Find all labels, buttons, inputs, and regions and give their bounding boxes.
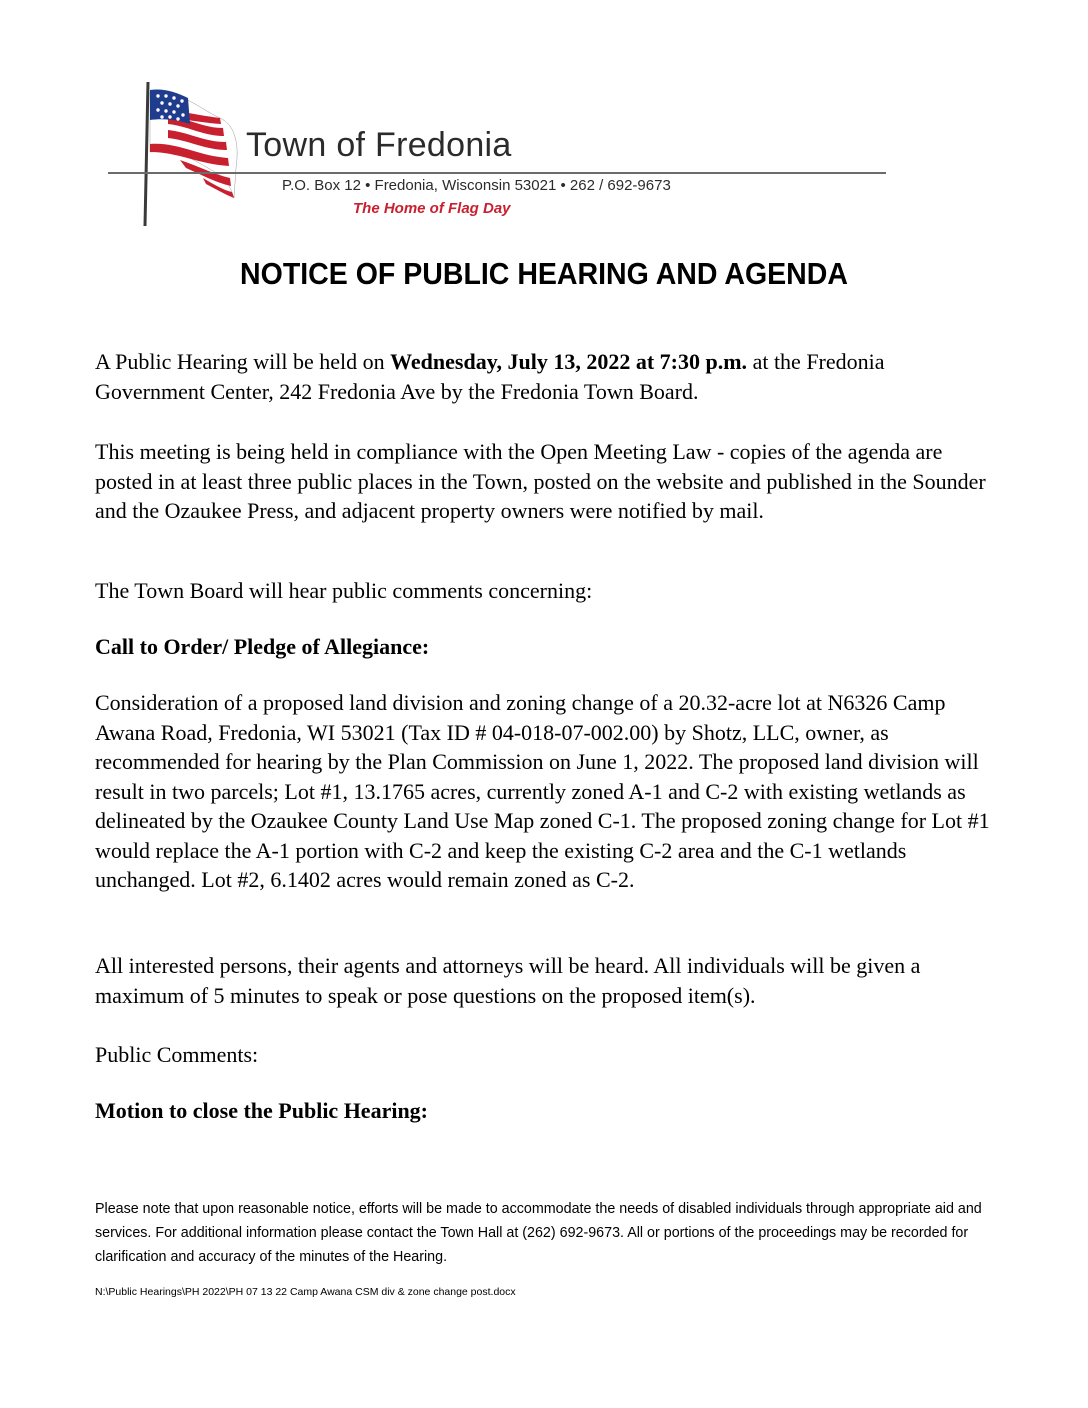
intro-text-before: A Public Hearing will be held on [95, 349, 391, 374]
accessibility-footer-note: Please note that upon reasonable notice, efforts will be made to accommodate the needs of disabled individuals through appropriate aid and services. For additional information please contact the Town Hall at (262) 692-9673. All or portions of the proceedings may be recorded for clarification and accuracy of the minutes of the Hearing. [95, 1201, 982, 1265]
compliance-paragraph: This meeting is being held in compliance with the Open Meeting Law - copies of the agenda are posted in at least three public places in the Town, posted on the website and published in the Sounder and the Ozaukee Press, and adjacent property owners were notified by mail. [95, 439, 986, 523]
letterhead-divider [108, 172, 886, 174]
document-file-path: N:\Public Hearings\PH 2022\PH 07 13 22 Camp Awana CSM div & zone change post.docx [95, 1286, 516, 1298]
org-address: P.O. Box 12 • Fredonia, Wisconsin 53021 • 262 / 692-9673 [282, 177, 671, 194]
intro-text-after: at the Fredonia Government Center, 242 Fredonia Ave by the Fredonia Town Board. [95, 349, 885, 404]
org-tagline: The Home of Flag Day [353, 200, 511, 217]
motion-close-heading: Motion to close the Public Hearing: [95, 1098, 429, 1123]
public-comments-heading: Public Comments: [95, 1042, 259, 1067]
document-title: NOTICE OF PUBLIC HEARING AND AGENDA [240, 256, 848, 291]
hearing-date-time: Wednesday, July 13, 2022 at 7:30 p.m. [390, 349, 748, 374]
intro-paragraph [95, 347, 995, 406]
letterhead [0, 0, 1088, 240]
hear-comments-line: The Town Board will hear public comments concerning: [95, 578, 593, 603]
american-flag-icon [108, 78, 258, 228]
interested-persons-paragraph: All interested persons, their agents and attorneys will be heard. All individuals will be given a maximum of 5 minutes to speak or pose questions on the proposed item(s). [95, 953, 921, 1008]
org-name: Town of Fredonia [246, 126, 512, 164]
consideration-paragraph: Consideration of a proposed land division and zoning change of a 20.32-acre lot at N6326 Camp Awana Road, Fredonia, WI 53021 (Tax ID # 04-018-07-002.00) by Shotz, LLC, owner, as recommended for hearing by the Plan Commission on June 1, 2022. The proposed land division will result in two parcels; Lot #1, 13.1765 acres, currently zoned A-1 and C-2 with existing wetlands as delineated by the Ozaukee County Land Use Map zoned C-1. The proposed zoning change for Lot #1 would replace the A-1 portion with C-2 and keep the existing C-2 area and the C-1 wetlands unchanged. Lot #2, 6.1402 acres would remain zoned as C-2. [95, 690, 990, 892]
call-to-order-heading: Call to Order/ Pledge of Allegiance: [95, 634, 430, 659]
